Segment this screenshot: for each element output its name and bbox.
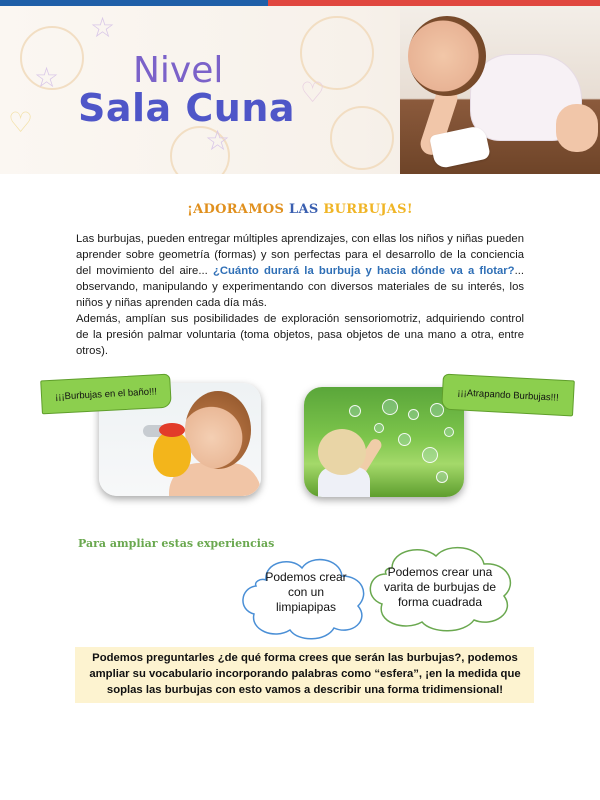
intro-paragraph-2: Además, amplían sus posibilidades de exploración sensoriomotriz, adquiriendo control de la presión palmar voluntaria (toma objetos, pasa objetos de una mano a otra, entre otros). [76,313,524,357]
star-doodle-icon: ☆ [34,61,60,94]
child-head [318,429,366,475]
subsection-title: Para ampliar estas experiencias [78,537,275,550]
intro-text [76,231,524,359]
banner-title-line1: Nivel [133,50,224,91]
star-doodle-icon: ☆ [90,11,116,44]
heading-part-c: BURBUJAS! [323,202,413,217]
bubble-toy-top [159,423,185,437]
photo-label-left: ¡¡¡Burbujas en el baño!!! [40,374,172,415]
photo-label-right: ¡¡¡Atrapando Burbujas!!! [441,374,575,417]
heading-part-b: LAS [289,202,324,217]
child-head [185,391,251,469]
bubble [382,399,398,415]
cloud-1-text: Podemos crear con un limpiapipas [265,570,347,614]
banner-title-line2: Sala Cuna [78,86,296,130]
intro-paragraph-1 [76,231,524,311]
baby-leg [556,104,598,152]
catching-bubbles-photo [304,387,464,497]
intro-p1-after: ... observando, manipulando y experimentando con diversos materiales de su interés, los niños y niñas aprenden cada día más. [76,265,524,309]
bubble [422,447,438,463]
intro-p1-before: Las burbujas, pueden entregar múltiples aprendizajes, con ellas los niños y niñas pueden aprender sobre geometría (formas) y son perfectas para el desarrollo de la conciencia del movimiento del aire... [76,233,524,277]
heart-doodle-icon: ♡ [300,76,326,109]
bubble [398,433,411,446]
header-banner [0,6,600,174]
section-heading [0,202,600,217]
bubble [349,405,361,417]
intro-question: ¿Cuánto durará la burbuja y hacia dónde va a flotar? [212,265,515,277]
bubble [408,409,419,420]
star-doodle-icon: ☆ [205,124,231,157]
heart-doodle-icon: ♡ [8,106,34,139]
bubble [436,471,448,483]
doodle-circle [330,106,394,170]
bubble [430,403,444,417]
callout-text: Podemos preguntarles ¿de qué forma crees que serán las burbujas?, podemos ampliar su vocabulario incorporando palabras como “esfera”, ¡en la medida que soplas las burbujas con esto vamos a describir una forma tridimensional! [89,652,521,696]
cloud-2-text: Podemos crear una varita de burbujas de forma cuadrada [383,565,497,609]
bubble-toy [153,431,191,477]
bubble [444,427,454,437]
bubble [374,423,384,433]
heading-part-a: ¡ADORAMOS [187,202,290,217]
baby-head [408,16,486,96]
